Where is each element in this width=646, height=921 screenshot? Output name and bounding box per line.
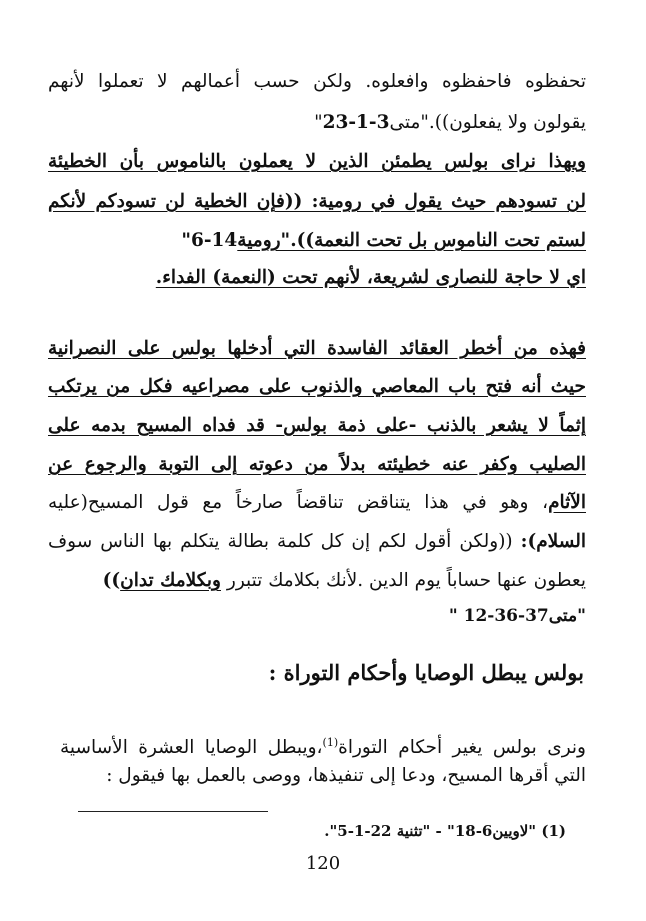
- paragraph-3-line-8: "متى12-36-37 ": [448, 606, 586, 626]
- paragraph-1-line-2: يقولون ولا يفعلون))."متى23-1-3": [314, 112, 586, 133]
- page-number: 120: [305, 853, 341, 874]
- paragraph-2-line-2: لن تسودهم حيث يقول في رومية: ((فإن الخطية لن تسودكم لأنكم: [48, 191, 586, 212]
- paragraph-4-line-2: التي أقرها المسيح، ودعا إلى تنفيذها، ووصى بالعمل بها فيقول :: [106, 765, 586, 786]
- scripture-reference: 23-1-3: [322, 112, 390, 133]
- paragraph-3-line-3: إثماً لا يشعر بالذنب -على ذمة بولس- قد فداه المسيح بدمه على: [48, 415, 586, 436]
- paragraph-2-line-3: لستم تحت الناموس بل تحت النعمة))."رومية6-14": [181, 230, 586, 251]
- scripture-reference: 6-14: [190, 230, 238, 251]
- paragraph-3-line-2: حيث أنه فتح باب المعاصي والذنوب على مصراعيه فكل من يرتكب: [48, 376, 586, 397]
- section-heading: بولس يبطل الوصايا وأحكام التوراة :: [268, 660, 584, 685]
- paragraph-3-line-4: الصليب وكفر عنه خطيئته بدلاً من دعوته إلى التوبة والرجوع عن: [48, 454, 586, 475]
- footnote-divider: [78, 811, 268, 812]
- paragraph-4-line-1: ونرى بولس يغير أحكام التوراة$^{(1)}$،ويبطل الوصايا العشرة الأساسية: [60, 736, 586, 759]
- footnote-marker: (1): [322, 736, 339, 749]
- paragraph-3-line-1: فهذه من أخطر العقائد الفاسدة التي أدخلها بولس على النصرانية: [48, 338, 586, 359]
- footnote: (1) "لاويين18-6" - "تثنية 5-1-22".: [324, 822, 566, 840]
- paragraph-3-line-6: السلام): ((ولكن أقول لكم إن كل كلمة بطالة يتكلم بها الناس سوف: [48, 531, 586, 552]
- scripture-reference: 12-36-37: [463, 606, 549, 626]
- paragraph-2-line-4: اي لا حاجة للنصارى لشريعة، لأنهم تحت (النعمة) الفداء.: [155, 267, 586, 288]
- paragraph-3-line-7: يعطون عنها حساباً يوم الدين .لأنك بكلامك تتبرر وبكلامك تدان)): [102, 570, 586, 591]
- paragraph-2-line-1: ويهذا نراى بولس يطمئن الذين لا يعملون بالناموس بأن الخطيئة: [48, 151, 586, 172]
- paragraph-1-line-1: تحفظوه فاحفظوه وافعلوه. ولكن حسب أعمالهم لا تعملوا لأنهم: [48, 71, 586, 92]
- paragraph-3-line-5: الآثام، وهو في هذا يتناقض تناقضاً صارخاً مع قول المسيح(عليه: [48, 492, 586, 513]
